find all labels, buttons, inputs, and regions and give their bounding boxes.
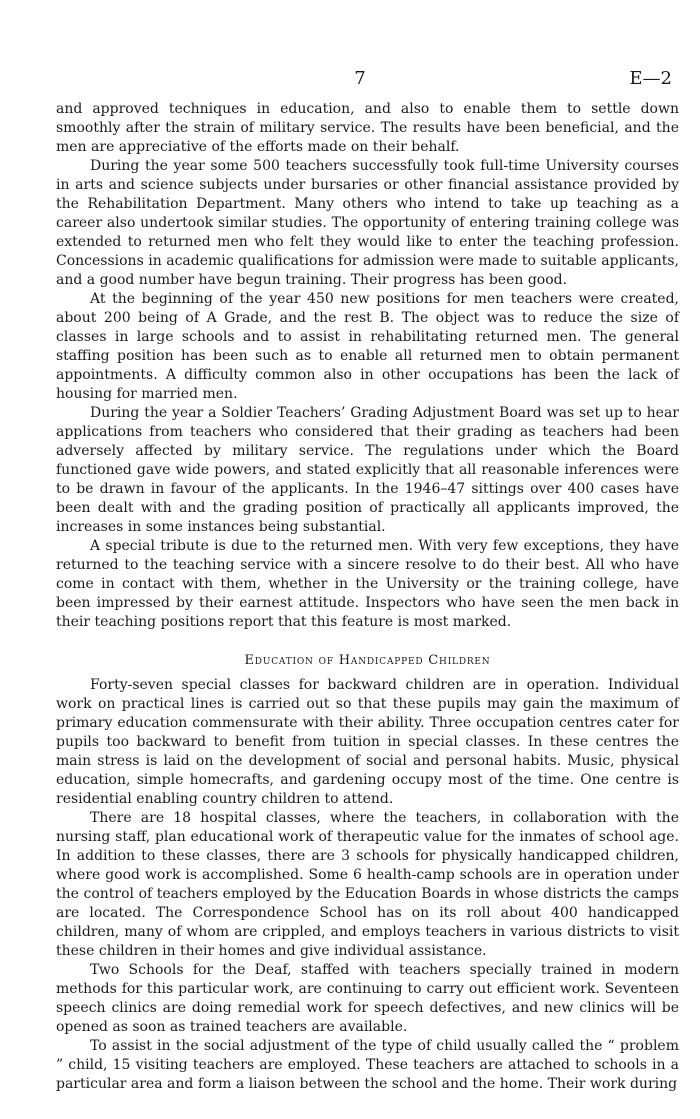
section-spacer bbox=[56, 632, 679, 652]
paragraph: During the year a Soldier Teachers’ Grading Adjustment Board was set up to hear applications from teachers who considered that their grading as teachers had been adversely affected by military service. The regulations under which the Board functioned gave wide powers, and stated explicitly that all reasonable inferences were to be drawn in favour of the applicants. In the 1946–47 sittings over 400 cases have been dealt with and the grading position of practically all applicants improved, the increases in some instances being substantial. bbox=[56, 405, 679, 535]
paragraph: There are 18 hospital classes, where the teachers, in collaboration with the nursing staff, plan educational work of therapeutic value for the inmates of school age. In addition to these classes, there are 3 schools for physically handicapped children, where good work is accomplished. Some 6 health-camp schools are in operation under the control of teachers employed by the Education Boards in whose districts the camps are located. The Correspondence School has on its roll about 400 handicapped children, many of whom are crippled, and employs teachers in various districts to visit these children in their homes and give individual assistance. bbox=[56, 810, 679, 959]
paragraph: Two Schools for the Deaf, staffed with teachers specially trained in modern methods for this particular work, are continuing to carry out efficient work. Seventeen speech clinics are doing remedial work for speech defectives, and new clinics will be opened as soon as trained teachers are available. bbox=[56, 962, 679, 1035]
paragraph: A special tribute is due to the returned men. With very few exceptions, they have returned to the teaching service with a sincere resolve to do their best. All who have come in contact with them, whether in the University or the training college, have been impressed by their earnest attitude. Inspectors who have seen the men back in their teaching positions report that this feature is most marked. bbox=[56, 538, 679, 630]
page-number: 7 bbox=[354, 68, 366, 89]
paragraph: To assist in the social adjustment of the type of child usually called the “ problem ” child, 15 visiting teachers are employed. These teachers are attached to schools in a particular area and form a liaison between the school and the home. Their work during bbox=[56, 1038, 679, 1092]
page-body bbox=[56, 100, 679, 1094]
paragraph: and approved techniques in education, and also to enable them to settle down smoothly after the strain of military service. The results have been beneficial, and the men are appreciative of the efforts made on their behalf. bbox=[56, 101, 679, 155]
paragraph: During the year some 500 teachers successfully took full-time University courses in arts and science subjects under bursaries or other financial assistance provided by the Rehabilitation Department. Many others who intend to take up teaching as a career also undertook similar studies. The opportunity of entering training college was extended to returned men who felt they would like to enter the teaching profession. Concessions in academic qualifications for admission were made to suitable applicants, and a good number have begun training. Their progress has been good. bbox=[56, 158, 679, 288]
paragraph: At the beginning of the year 450 new positions for men teachers were created, about 200 being of A Grade, and the rest B. The object was to reduce the size of classes in large schools and to assist in rehabilitating returned men. The general staffing position has been such as to enable all returned men to obtain permanent appointments. A difficulty common also in other occupations has been the lack of housing for married men. bbox=[56, 291, 679, 402]
page-reference: E—2 bbox=[629, 68, 672, 89]
section-heading: Education of Handicapped Children bbox=[244, 653, 491, 668]
paragraph: Forty-seven special classes for backward children are in operation. Individual work on practical lines is carried out so that these pupils may gain the maximum of primary education commensurate with their ability. Three occupation centres cater for pupils too backward to benefit from tuition in special classes. In these centres the main stress is laid on the development of social and personal habits. Music, physical education, simple homecrafts, and gardening occupy most of the time. One centre is residential enabling country children to attend. bbox=[56, 677, 679, 807]
